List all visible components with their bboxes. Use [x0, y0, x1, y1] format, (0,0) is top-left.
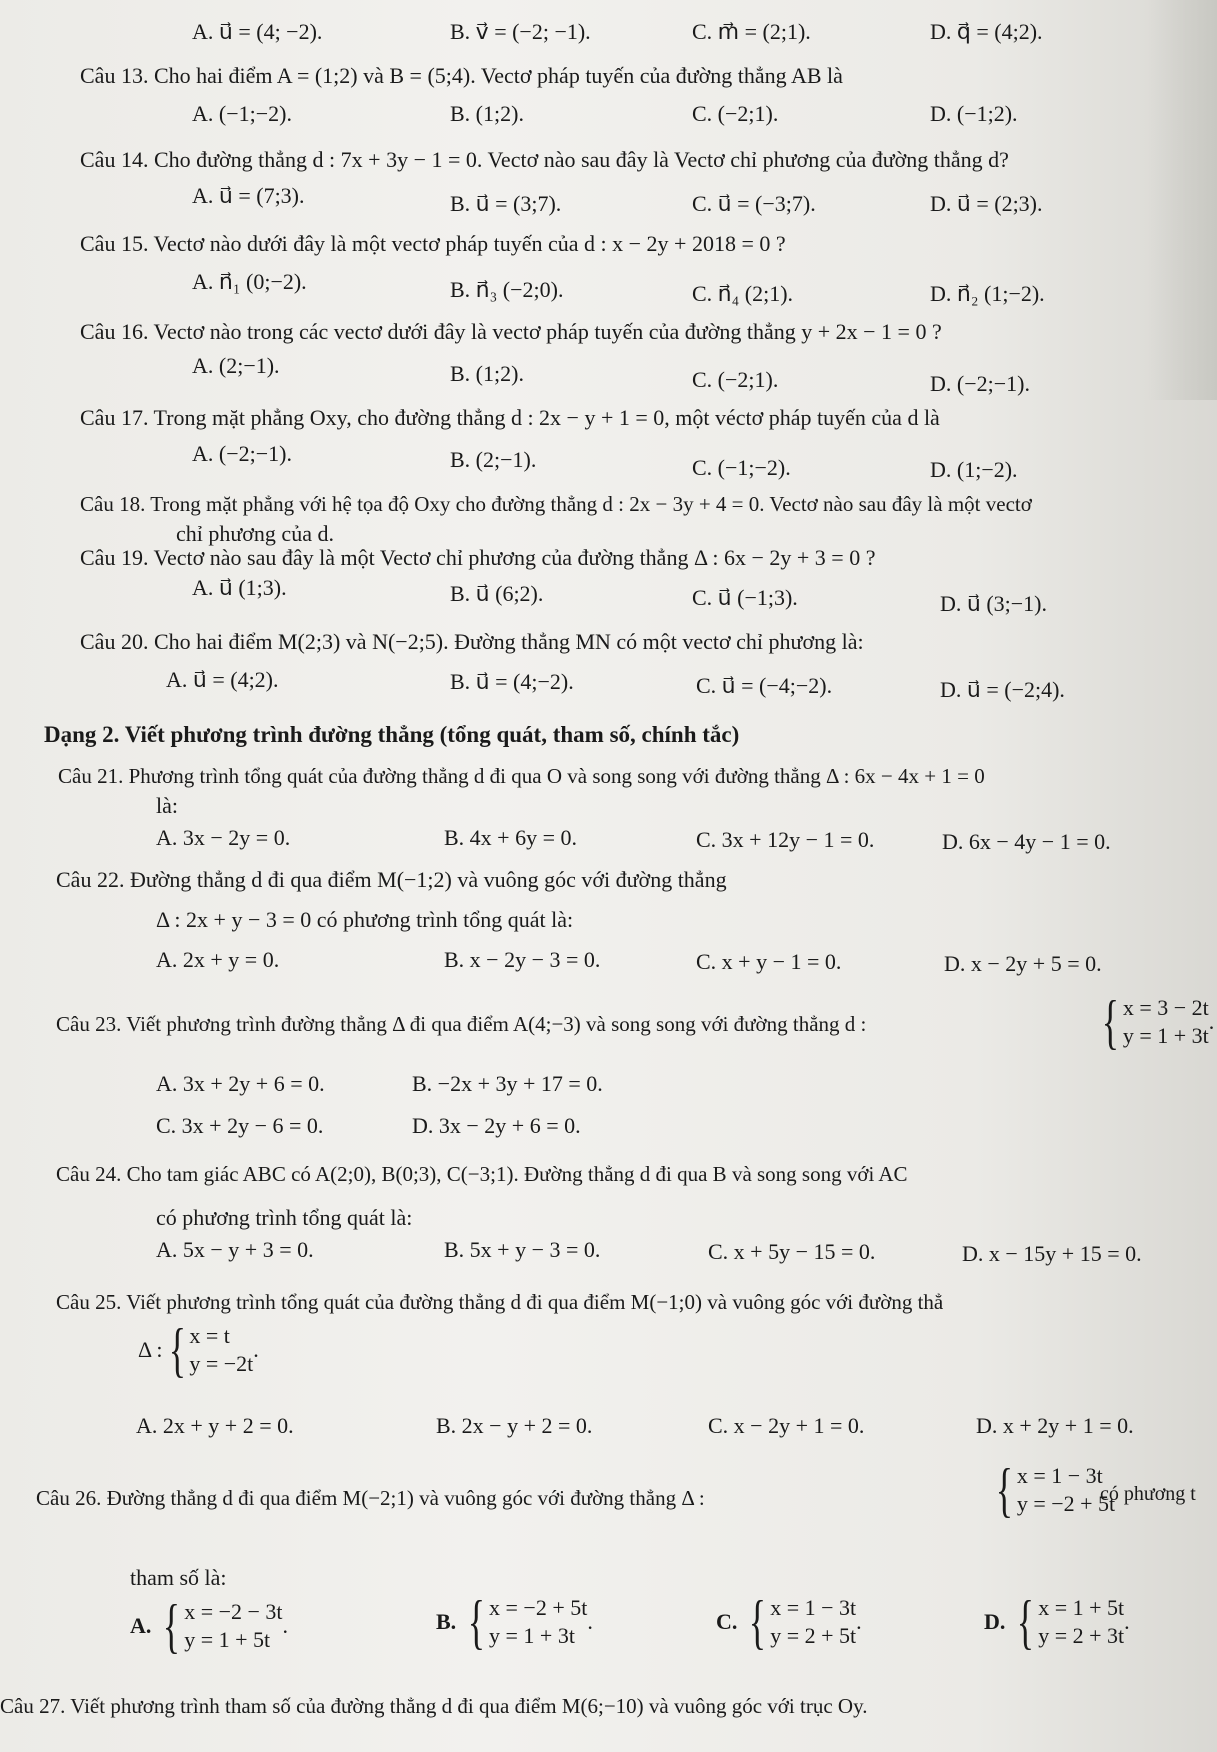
q21-option-b: B. 4x + 6y = 0. — [444, 825, 577, 850]
q24-option-a: A. 5x − y + 3 = 0. — [156, 1237, 314, 1262]
q16-option-b: B. (1;2). — [450, 361, 524, 386]
q24-stem-cont: có phương trình tổng quát là: — [156, 1205, 413, 1230]
q17-option-a: A. (−2;−1). — [192, 441, 292, 466]
q26-d-row-2: y = 2 + 3t — [1038, 1623, 1125, 1648]
q15-stem: Câu 15. Vectơ nào dưới đây là một vectơ pháp tuyến của d : x − 2y + 2018 = 0 ? — [80, 231, 786, 256]
section-heading: Dạng 2. Viết phương trình đường thẳng (tổng quát, tham số, chính tắc) — [44, 722, 740, 747]
q16-option-a: A. (2;−1). — [192, 353, 280, 378]
q21-option-c: C. 3x + 12y − 1 = 0. — [696, 827, 875, 852]
q25-delta-label: Δ : — [138, 1337, 163, 1362]
q26-c-row-1: x = 1 − 3t — [770, 1595, 857, 1620]
q22-option-a: A. 2x + y = 0. — [156, 947, 280, 972]
q26-a-row-2: y = 1 + 5t — [184, 1627, 271, 1652]
q20-option-c: C. u⃗ = (−4;−2). — [696, 673, 833, 698]
q24-stem: Câu 24. Cho tam giác ABC có A(2;0), B(0;3), C(−3;1). Đường thẳng d đi qua B và song song với AC — [56, 1162, 908, 1186]
q19-stem: Câu 19. Vectơ nào sau đây là một Vectơ chỉ phương của đường thẳng Δ : 6x − 2y + 3 = 0 ? — [80, 545, 876, 570]
brace: { — [1101, 989, 1120, 1055]
q26-a-row-1: x = −2 − 3t — [184, 1599, 283, 1624]
option-label: D. — [984, 1609, 1006, 1634]
q17-option-c: C. (−1;−2). — [692, 455, 791, 480]
brace: { — [995, 1457, 1014, 1523]
q25-option-b: B. 2x − y + 2 = 0. — [436, 1413, 593, 1438]
q26-sys-row-2: y = −2 + 5t — [1016, 1491, 1116, 1516]
q13-option-d: D. (−1;2). — [930, 101, 1018, 126]
q25-sys-end: . — [253, 1337, 259, 1362]
q21-option-d: D. 6x − 4y − 1 = 0. — [942, 829, 1111, 854]
q26-b-row-2: y = 1 + 3t — [489, 1623, 575, 1648]
q13-option-a: A. (−1;−2). — [192, 101, 292, 126]
q22-option-b: B. x − 2y − 3 = 0. — [444, 947, 601, 972]
q21-option-a: A. 3x − 2y = 0. — [156, 825, 291, 850]
q19-option-b: B. u⃗ (6;2). — [450, 581, 544, 606]
q24-option-b: B. 5x + y − 3 = 0. — [444, 1237, 601, 1262]
q26-stem-tail: có phương t — [1100, 1483, 1196, 1505]
q25-option-a: A. 2x + y + 2 = 0. — [136, 1413, 294, 1438]
brace: { — [749, 1589, 767, 1655]
q24-option-c: C. x + 5y − 15 = 0. — [708, 1239, 876, 1264]
q12-option-b: B. v⃗ = (−2; −1). — [450, 19, 591, 44]
brace: { — [467, 1589, 486, 1655]
option-label: C. — [716, 1609, 738, 1634]
q26-d-row-1: x = 1 + 5t — [1038, 1595, 1125, 1620]
q16-stem: Câu 16. Vectơ nào trong các vectơ dưới đây là vectơ pháp tuyến của đường thẳng y + 2x − 1 = 0 ? — [80, 319, 942, 344]
q17-stem: Câu 17. Trong mặt phẳng Oxy, cho đường thẳng d : 2x − y + 1 = 0, một véctơ pháp tuyến của d là — [80, 405, 940, 430]
q26-stem: Câu 26. Đường thẳng d đi qua điểm M(−2;1) và vuông góc với đường thẳng Δ : — [36, 1486, 705, 1510]
q14-option-d: D. u⃗ = (2;3). — [930, 191, 1043, 216]
q15-option-c: C. n⃗₄ (2;1). — [692, 281, 794, 306]
q25-option-d: D. x + 2y + 1 = 0. — [976, 1413, 1134, 1438]
q19-option-c: C. u⃗ (−1;3). — [692, 585, 798, 610]
q25-sys-row-1: x = t — [189, 1323, 230, 1348]
q26-option-d — [984, 1589, 1130, 1655]
q26-c-row-2: y = 2 + 5t — [770, 1623, 857, 1648]
q20-option-b: B. u⃗ = (4;−2). — [450, 669, 574, 694]
q27-stem: Câu 27. Viết phương trình tham số của đường thẳng d đi qua điểm M(6;−10) và vuông góc với trục Oy. — [0, 1694, 868, 1718]
period: . — [1124, 1609, 1130, 1634]
q17-option-d: D. (1;−2). — [930, 457, 1018, 482]
q23-option-c: C. 3x + 2y − 6 = 0. — [156, 1113, 324, 1138]
q14-stem: Câu 14. Cho đường thẳng d : 7x + 3y − 1 = 0. Vectơ nào sau đây là Vectơ chỉ phương của đường thẳng d? — [80, 147, 1009, 172]
page-edge-shadow — [1147, 0, 1217, 400]
q24-option-d: D. x − 15y + 15 = 0. — [962, 1241, 1142, 1266]
q15-option-d: D. n⃗₂ (1;−2). — [930, 281, 1045, 306]
period: . — [282, 1613, 289, 1638]
q23-sys-end: . — [1208, 1009, 1215, 1034]
q15-option-b: B. n⃗₃ (−2;0). — [450, 277, 564, 302]
option-label: B. — [436, 1609, 457, 1634]
q23-option-b: B. −2x + 3y + 17 = 0. — [412, 1071, 603, 1096]
q17-option-b: B. (2;−1). — [450, 447, 537, 472]
brace: { — [1017, 1589, 1035, 1655]
period: . — [587, 1609, 593, 1634]
q19-option-d: D. u⃗ (3;−1). — [940, 591, 1048, 616]
period: . — [856, 1609, 862, 1634]
q19-option-a: A. u⃗ (1;3). — [192, 575, 287, 600]
q12-option-d: D. q⃗ = (4;2). — [930, 19, 1043, 44]
q26-parametric-system — [990, 1457, 1116, 1523]
q15-option-a: A. n⃗₁ (0;−2). — [192, 269, 307, 294]
q23-option-a: A. 3x + 2y + 6 = 0. — [156, 1071, 325, 1096]
q23-sys-row-1: x = 3 − 2t — [1122, 995, 1209, 1020]
q21-stem: Câu 21. Phương trình tổng quát của đường thẳng d đi qua O và song song với đường thẳng Δ : 6x − 4x + 1 = 0 — [58, 764, 985, 788]
q26-stem-cont: tham số là: — [130, 1565, 227, 1590]
q13-stem: Câu 13. Cho hai điểm A = (1;2) và B = (5;4). Vectơ pháp tuyến của đường thẳng AB là — [80, 63, 843, 88]
q22-stem-cont: Δ : 2x + y − 3 = 0 có phương trình tổng quát là: — [156, 907, 574, 932]
q12-option-c: C. m⃗ = (2;1). — [692, 19, 811, 44]
q16-option-d: D. (−2;−1). — [930, 371, 1030, 396]
q23-stem: Câu 23. Viết phương trình đường thẳng Δ đi qua điểm A(4;−3) và song song với đường thẳng d : — [56, 1012, 867, 1036]
q23-sys-row-2: y = 1 + 3t — [1122, 1023, 1209, 1048]
brace: { — [163, 1593, 181, 1659]
q20-option-a: A. u⃗ = (4;2). — [166, 667, 279, 692]
q26-sys-row-1: x = 1 − 3t — [1016, 1463, 1103, 1488]
q26-b-row-1: x = −2 + 5t — [489, 1595, 588, 1620]
q26-option-c — [716, 1589, 862, 1655]
q25-option-c: C. x − 2y + 1 = 0. — [708, 1413, 865, 1438]
q18-stem-cont: chỉ phương của d. — [176, 521, 334, 546]
q21-stem-cont: là: — [156, 793, 178, 818]
q18-stem: Câu 18. Trong mặt phẳng với hệ tọa độ Oxy cho đường thẳng d : 2x − 3y + 4 = 0. Vectơ nào sau đây là một vectơ — [80, 492, 1032, 516]
q13-option-b: B. (1;2). — [450, 101, 524, 126]
q22-option-d: D. x − 2y + 5 = 0. — [944, 951, 1102, 976]
q20-stem: Câu 20. Cho hai điểm M(2;3) và N(−2;5). Đường thẳng MN có một vectơ chỉ phương là: — [80, 629, 864, 654]
q23-option-d: D. 3x − 2y + 6 = 0. — [412, 1113, 581, 1138]
q23-parametric-system — [1096, 989, 1215, 1055]
q14-option-b: B. u⃗ = (3;7). — [450, 191, 562, 216]
q25-parametric-system — [138, 1317, 259, 1383]
q14-option-c: C. u⃗ = (−3;7). — [692, 191, 816, 216]
q26-option-b — [436, 1589, 593, 1655]
q13-option-c: C. (−2;1). — [692, 101, 779, 126]
q22-option-c: C. x + y − 1 = 0. — [696, 949, 842, 974]
q25-sys-row-2: y = −2t — [189, 1351, 254, 1376]
q14-option-a: A. u⃗ = (7;3). — [192, 183, 305, 208]
q20-option-d: D. u⃗ = (−2;4). — [940, 677, 1065, 702]
option-label: A. — [130, 1613, 152, 1638]
q16-option-c: C. (−2;1). — [692, 367, 779, 392]
brace: { — [168, 1317, 186, 1383]
q22-stem: Câu 22. Đường thẳng d đi qua điểm M(−1;2) và vuông góc với đường thẳng — [56, 867, 727, 892]
q12-option-a: A. u⃗ = (4; −2). — [192, 19, 323, 44]
q26-option-a — [130, 1593, 289, 1659]
q25-stem: Câu 25. Viết phương trình tổng quát của đường thẳng d đi qua điểm M(−1;0) và vuông góc với đường thẳ — [56, 1290, 944, 1314]
